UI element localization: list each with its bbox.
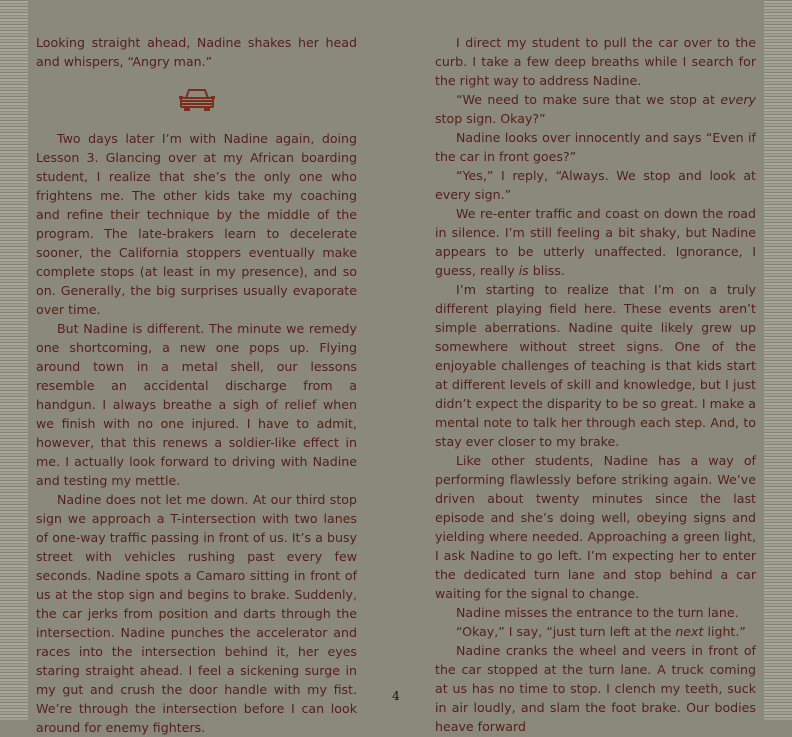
emphasis: is	[518, 263, 529, 278]
text-run: bliss.	[528, 263, 565, 278]
paragraph	[435, 204, 756, 280]
right-column	[435, 33, 756, 736]
paragraph: I direct my student to pull the car over to the curb. I take a few deep breaths while I search for the right way to address Nadine.	[435, 35, 756, 88]
car-icon	[178, 87, 216, 113]
section-break	[36, 71, 357, 129]
text-run: “We need to make sure that we stop at	[456, 92, 721, 107]
paragraph: Nadine misses the entrance to the turn lane.	[456, 605, 739, 620]
paragraph	[435, 90, 756, 128]
paragraph: Two days later I’m with Nadine again, doing Lesson 3. Glancing over at my African boarding student, I realize that she’s the only one who frightens me. The other kids take my coaching and refine their technique by the middle of the program. The late-brakers learn to decelerate sooner, the California stoppers eventually make complete stops (at least in my presence), and so on. Generally, the big surprises usually evaporate over time.	[36, 131, 357, 317]
paragraph: Nadine does not let me down. At our third stop sign we approach a T-intersection with two lanes of one-way traffic passing in front of us. It’s a busy street with vehicles rushing past every few seconds. Nadine spots a Camaro sitting in front of us at the stop sign and begins to brake. Suddenly, the car jerks from position and darts through the intersection. Nadine punches the accelerator and races into the intersection behind it, her eyes staring straight ahead. I feel a sickening surge in my gut and crush the door handle with my fist. We’re through the intersection before I can look around for enemy fighters.	[36, 492, 357, 735]
paragraph: But Nadine is different. The minute we remedy one shortcoming, a new one pops up. Flying around town in a metal shell, our lessons resemble an accidental discharge from a handgun. I always breathe a sigh of relief when we finish with no one injured. I have to admit, however, that this renews a soldier-like effect in me. I actually look forward to driving with Nadine and testing my mettle.	[36, 321, 357, 488]
text-run: light.”	[703, 624, 746, 639]
paragraph: Looking straight ahead, Nadine shakes her head and whispers, “Angry man.”	[36, 35, 357, 69]
emphasis: next	[675, 624, 704, 639]
paragraph: I’m starting to realize that I’m on a truly different playing field here. These events aren’t simple aberrations. Nadine quite likely grew up somewhere without street signs. One of the enjoyable challenges of teaching is that kids start at different levels of skill and knowledge, but I just didn’t expect the disparity to be so great. I make a mental note to talk her through each step. And, to stay ever closer to my brake.	[435, 282, 756, 449]
text-run: “Okay,” I say, “just turn left at the	[456, 624, 676, 639]
emphasis: every	[720, 92, 756, 107]
paragraph: Nadine cranks the wheel and veers in front of the car stopped at the turn lane. A truck coming at us has no time to stop. I clench my teeth, suck in air loudly, and slam the foot brake. Our bodies heave forward	[435, 643, 756, 734]
left-column	[36, 33, 357, 737]
page-number: 4	[392, 689, 400, 703]
paragraph: Nadine looks over innocently and says “Even if the car in front goes?”	[435, 130, 756, 164]
page-edge-left	[0, 0, 28, 720]
paragraph	[435, 622, 756, 641]
text-run: stop sign. Okay?”	[435, 111, 546, 126]
text-run: We re-enter traffic and coast on down the road in silence. I’m still feeling a bit shaky, but Nadine appears to be utterly unaffected. Ignorance, I guess, really	[435, 206, 756, 278]
paragraph: “Yes,” I reply, “Always. We stop and look at every sign.”	[435, 168, 756, 202]
paragraph: Like other students, Nadine has a way of performing flawlessly before striking again. We’ve driven about twenty minutes since the last episode and she’s doing well, obeying signs and yielding where needed. Approaching a green light, I ask Nadine to go left. I’m expecting her to enter the dedicated turn lane and stop behind a car waiting for the signal to change.	[435, 453, 756, 601]
page-edge-right	[764, 0, 792, 720]
